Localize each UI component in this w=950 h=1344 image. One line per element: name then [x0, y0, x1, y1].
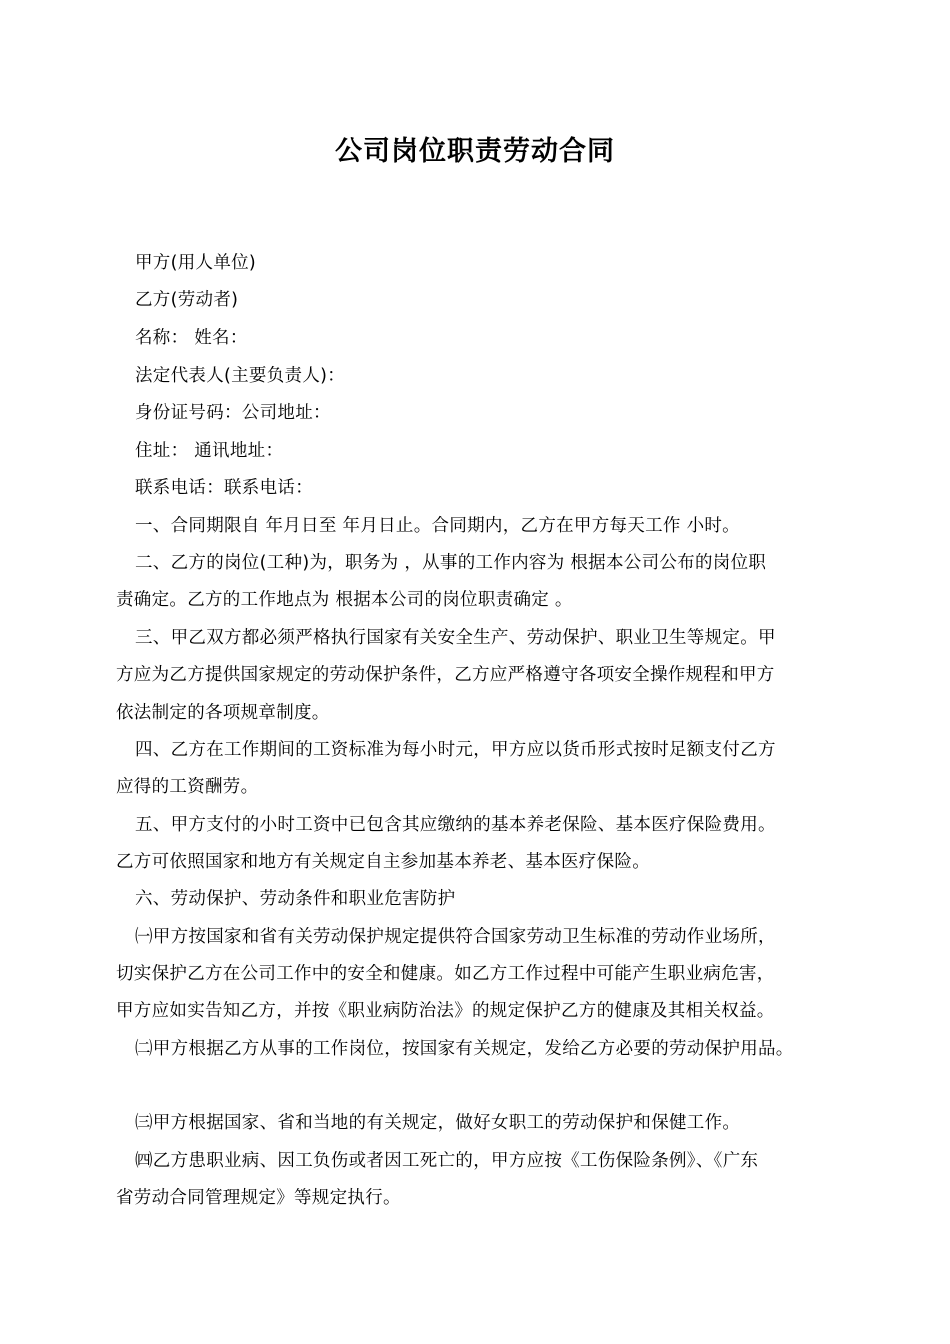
- clause-6-heading: 六、劳动保护、劳动条件和职业危害防护: [135, 889, 456, 909]
- clause-3-line-2: 方应为乙方提供国家规定的劳动保护条件，乙方应严格遵守各项安全操作规程和甲方: [116, 665, 775, 685]
- clause-2-line-2: 责确定。乙方的工作地点为 根据本公司的岗位职责确定 。: [116, 590, 573, 610]
- clause-6-1-line-2: 切实保护乙方在公司工作中的安全和健康。如乙方工作过程中可能产生职业病危害，: [116, 964, 775, 984]
- party-b-label: 乙方(劳动者): [135, 290, 239, 310]
- party-a-label: 甲方(用人单位): [135, 253, 257, 273]
- legal-representative-line: 法定代表人(主要负责人)：: [135, 366, 346, 386]
- name-field-line: 名称： 姓名：: [135, 328, 248, 348]
- clause-1-line-1: 一、合同期限自 年月日至 年月日止。合同期内，乙方在甲方每天工作 小时。: [135, 516, 740, 536]
- clause-4-line-1: 四、乙方在工作期间的工资标准为每小时元，甲方应以货币形式按时足额支付乙方: [135, 740, 776, 760]
- clause-4-line-2: 应得的工资酬劳。: [116, 777, 259, 797]
- clause-6-1-line-1: ㈠甲方按国家和省有关劳动保护规定提供符合国家劳动卫生标准的劳动作业场所，: [135, 927, 776, 947]
- clause-6-3-line-1: ㈢甲方根据国家、省和当地的有关规定，做好女职工的劳动保护和保健工作。: [135, 1113, 741, 1133]
- clause-3-line-3: 依法制定的各项规章制度。: [116, 703, 330, 723]
- clause-6-4-line-1: ㈣乙方患职业病、因工负伤或者因工死亡的，甲方应按《工伤保险条例》、《广东: [135, 1151, 759, 1171]
- document-title: 公司岗位职责劳动合同: [335, 136, 615, 167]
- clause-6-1-line-3: 甲方应如实告知乙方，并按《职业病防治法》的规定保护乙方的健康及其相关权益。: [116, 1001, 775, 1021]
- clause-3-line-1: 三、甲乙双方都必须严格执行国家有关安全生产、劳动保护、职业卫生等规定。甲: [135, 628, 776, 648]
- id-and-company-address-line: 身份证号码：公司地址：: [135, 403, 331, 423]
- clause-6-4-line-2: 省劳动合同管理规定》等规定执行。: [116, 1188, 401, 1208]
- phone-line: 联系电话：联系电话：: [135, 478, 313, 498]
- clause-5-line-2: 乙方可依照国家和地方有关规定自主参加基本养老、基本医疗保险。: [116, 852, 650, 872]
- clause-2-line-1: 二、乙方的岗位(工种)为，职务为 ，从事的工作内容为 根据本公司公布的岗位职: [135, 553, 767, 573]
- address-line: 住址： 通讯地址：: [135, 441, 284, 461]
- clause-5-line-1: 五、甲方支付的小时工资中已包含其应缴纳的基本养老保险、基本医疗保险费用。: [135, 815, 776, 835]
- clause-6-2-line-1: ㈡甲方根据乙方从事的工作岗位，按国家有关规定，发给乙方必要的劳动保护用品。: [135, 1039, 794, 1059]
